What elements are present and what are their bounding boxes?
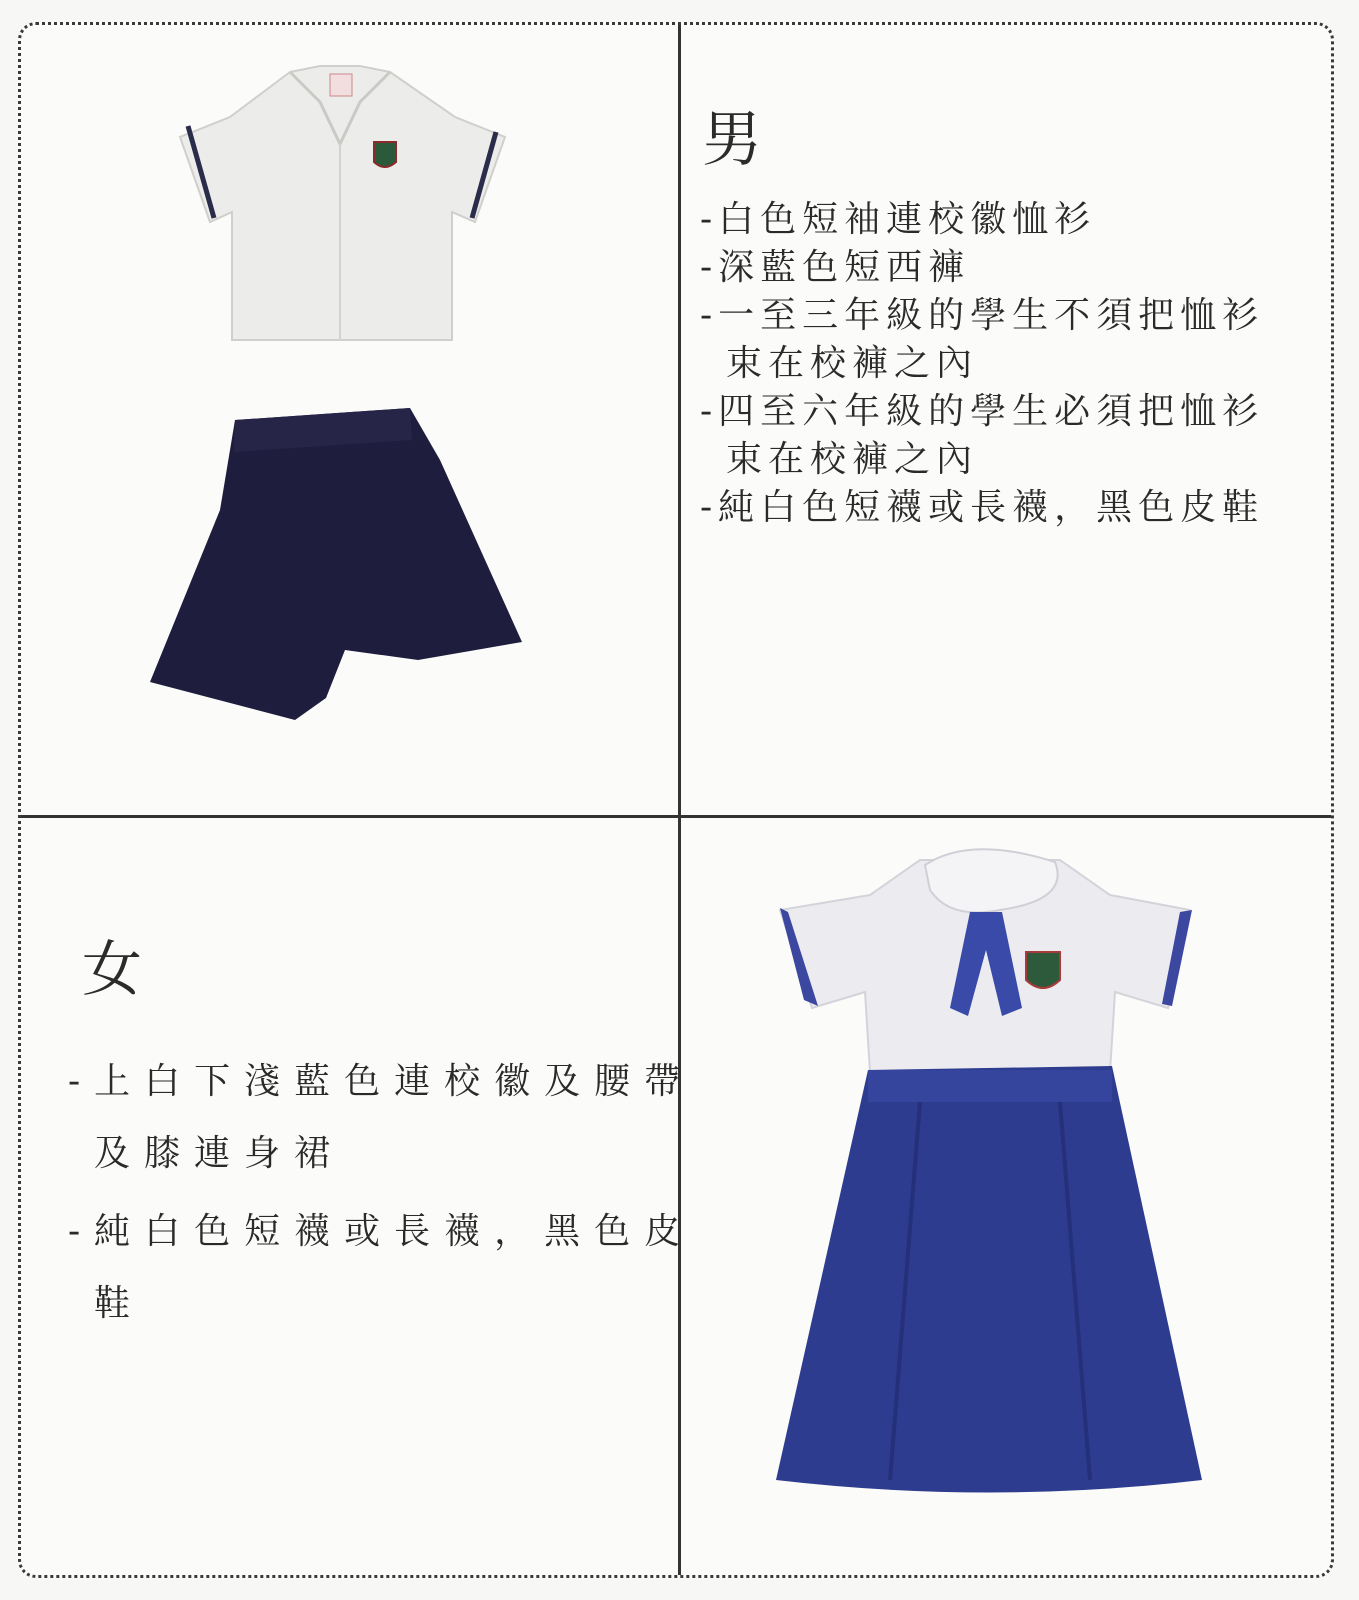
boys-item bbox=[700, 292, 1264, 388]
boys-item-text: -四至六年級的學生必須把恤衫 bbox=[700, 391, 1265, 432]
boys-item-continued: 束在校褲之內 bbox=[726, 439, 979, 480]
boys-item bbox=[700, 484, 1264, 532]
boys-item bbox=[700, 244, 1264, 292]
boys-item-text: -一至三年級的學生不須把恤衫 bbox=[700, 295, 1265, 336]
boys-item-text: -白色短袖連校徽恤衫 bbox=[700, 199, 1097, 240]
boys-shorts-image bbox=[150, 400, 540, 740]
vertical-divider bbox=[678, 25, 681, 1575]
girls-uniform-description bbox=[68, 935, 695, 1340]
boys-item-text: -深藍色短西褲 bbox=[700, 247, 971, 288]
boys-uniform-description bbox=[700, 105, 1265, 532]
boys-shirt-image bbox=[170, 62, 510, 347]
girls-item-text: -純白色短襪或長襪，黑色皮 bbox=[68, 1211, 695, 1252]
girls-item-continued: 鞋 bbox=[94, 1283, 145, 1324]
girls-item-continued: 及膝連身裙 bbox=[94, 1133, 345, 1174]
boys-item bbox=[700, 196, 1264, 244]
horizontal-divider bbox=[21, 815, 1331, 818]
girls-item bbox=[68, 1196, 694, 1340]
boys-item bbox=[700, 388, 1264, 484]
boys-item-text: -純白色短襪或長襪，黑色皮鞋 bbox=[700, 487, 1265, 528]
boys-item-continued: 束在校褲之內 bbox=[726, 343, 979, 384]
girls-heading: 女 bbox=[82, 935, 142, 1005]
girls-dress-image bbox=[770, 840, 1210, 1500]
girls-item-text: -上白下淺藍色連校徽及腰帶 bbox=[68, 1061, 695, 1102]
boys-heading: 男 bbox=[702, 105, 762, 175]
girls-item bbox=[68, 1046, 694, 1190]
